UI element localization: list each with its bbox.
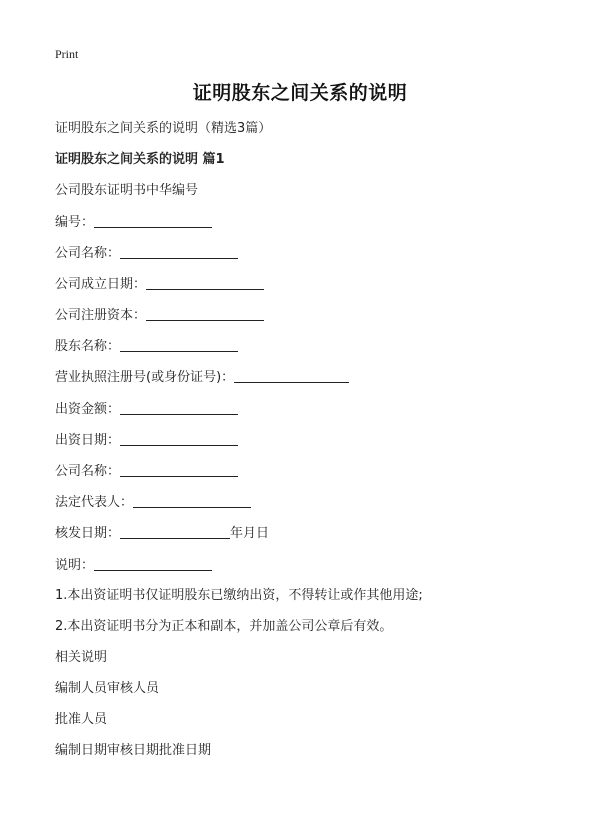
field-investment-date: [55, 431, 238, 450]
field-legal-rep-blank: [133, 493, 251, 508]
field-notes: [55, 556, 212, 575]
field-established-date: [55, 275, 264, 294]
field-established-date-label: 公司成立日期：: [55, 277, 147, 292]
field-investment-amount-label: 出资金额：: [55, 402, 121, 417]
field-registered-capital-label: 公司注册资本：: [55, 308, 147, 323]
field-number: [55, 213, 212, 232]
field-company-name-1-blank: [120, 244, 238, 259]
field-investment-amount: [55, 400, 238, 419]
field-issue-date-label: 核发日期：: [55, 526, 121, 541]
field-company-name-1: [55, 244, 238, 263]
print-label: Print: [55, 47, 79, 61]
field-registered-capital: [55, 306, 264, 325]
field-issue-date: [55, 524, 269, 543]
field-legal-rep-label: 法定代表人：: [55, 495, 134, 510]
field-company-name-2: [55, 462, 238, 481]
intro-line: 公司股东证明书中华编号: [55, 183, 199, 198]
field-license-no-label: 营业执照注册号(或身份证号)：: [55, 370, 235, 385]
note-1: 1.本出资证明书仅证明股东已缴纳出资，不得转让或作其他用途;: [55, 588, 423, 603]
field-investment-amount-blank: [120, 400, 238, 415]
roles-line-1: 编制人员审核人员: [55, 681, 160, 696]
dates-line: 编制日期审核日期批准日期: [55, 743, 212, 758]
related-heading: 相关说明: [55, 650, 108, 665]
field-established-date-blank: [146, 275, 264, 290]
field-investment-date-label: 出资日期：: [55, 433, 121, 448]
field-issue-date-blank: [120, 524, 230, 539]
field-company-name-1-label: 公司名称：: [55, 246, 121, 261]
field-shareholder-name-label: 股东名称：: [55, 339, 121, 354]
field-registered-capital-blank: [146, 306, 264, 321]
field-shareholder-name: [55, 337, 238, 356]
field-company-name-2-blank: [120, 462, 238, 477]
field-notes-label: 说明：: [55, 558, 95, 573]
note-2: 2.本出资证明书分为正本和副本，并加盖公司公章后有效。: [55, 619, 393, 634]
document-title: 证明股东之间关系的说明: [192, 82, 408, 104]
field-license-no-blank: [234, 368, 349, 383]
field-issue-date-suffix: 年月日: [230, 526, 270, 541]
field-investment-date-blank: [120, 431, 238, 446]
roles-line-2: 批准人员: [55, 712, 108, 727]
field-license-no: [55, 368, 349, 387]
field-notes-blank: [94, 556, 212, 571]
field-shareholder-name-blank: [120, 337, 238, 352]
field-company-name-2-label: 公司名称：: [55, 464, 121, 479]
section-heading: 证明股东之间关系的说明 篇1: [55, 152, 225, 167]
field-number-blank: [94, 213, 212, 228]
document-subtitle: 证明股东之间关系的说明（精选3篇）: [55, 121, 272, 136]
field-legal-rep: [55, 493, 251, 512]
field-number-label: 编号：: [55, 215, 95, 230]
